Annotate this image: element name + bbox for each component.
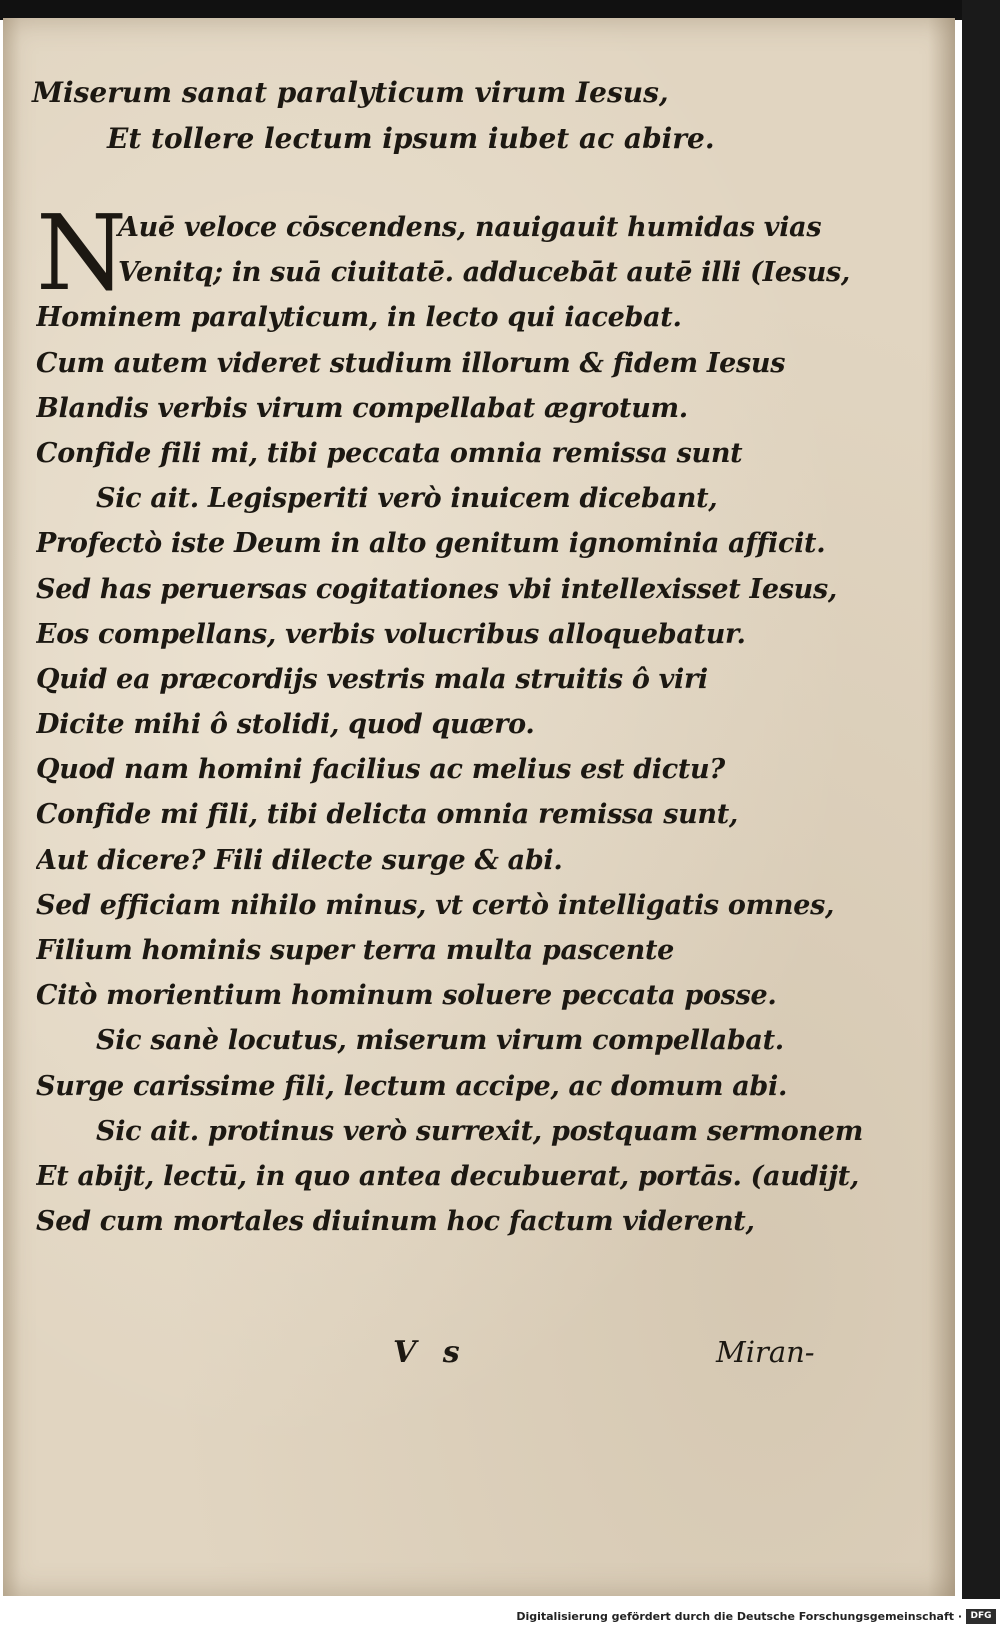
verse-line: Et abijt, lectū, in quo antea decubuerat, portās. (audijt,: [36, 1160, 859, 1192]
signature-mark: V s: [393, 1335, 468, 1370]
heading-line-1: Miserum sanat paralyticum virum Iesus,: [32, 76, 669, 109]
page-heading: [32, 70, 912, 162]
verse-line: Surge carissime fili, lectum accipe, ac domum abi.: [36, 1070, 788, 1102]
heading-line-2: Et tollere lectum ipsum iubet ac abire.: [107, 122, 715, 155]
verse-line: Confide mi fili, tibi delicta omnia remissa sunt,: [36, 799, 739, 831]
verse-line: Sed cum mortales diuinum hoc factum viderent,: [36, 1206, 755, 1238]
verse-line: Venitq; in suā ciuitatē. adducebāt autē illi (Iesus,: [118, 257, 851, 289]
scan-top-edge: [0, 0, 1000, 20]
verse-line: Citò morientium hominum soluere peccata posse.: [36, 980, 777, 1012]
verse-line: Auē veloce cōscendens, nauigauit humidas vias: [118, 212, 822, 243]
verse-line: Eos compellans, verbis volucribus alloquebatur.: [36, 618, 746, 650]
footer-bar: [0, 1599, 1000, 1629]
verse-line: Cum autem videret studium illorum & fidem Iesus: [36, 347, 786, 379]
verse-line: Blandis verbis virum compellabat ægrotum.: [36, 392, 688, 424]
poem-body: [36, 192, 916, 1244]
verse-line: Sic sanè locutus, miserum virum compellabat.: [96, 1025, 784, 1057]
verse-line: Filium hominis super terra multa pascente: [36, 935, 674, 966]
verse-line: Sed efficiam nihilo minus, vt certò intelligatis omnes,: [36, 889, 835, 921]
catchword: Miran-: [716, 1335, 815, 1369]
drop-cap-initial: N: [36, 192, 127, 314]
funding-credit: Digitalisierung gefördert durch die Deutsche Forschungsgemeinschaft ·: [516, 1610, 962, 1623]
verse-line: Dicite mihi ô stolidi, quod quæro.: [36, 709, 535, 741]
scan-right-edge: [962, 0, 1000, 1600]
verse-line: Aut dicere? Fili dilecte surge & abi.: [36, 844, 563, 876]
verse-line: Profectò iste Deum in alto genitum ignominia afficit.: [36, 528, 826, 560]
verse-line: Hominem paralyticum, in lecto qui iacebat.: [36, 302, 682, 334]
verse-line: Confide fili mi, tibi peccata omnia remissa sunt: [36, 437, 743, 469]
verse-line: Quid ea præcordijs vestris mala struitis ô viri: [36, 663, 708, 695]
verse-line: Sed has peruersas cogitationes vbi intellexisset Iesus,: [36, 573, 837, 605]
verse-line: Sic ait. Legisperiti verò inuicem dicebant,: [96, 483, 718, 515]
verse-line: Quod nam homini facilius ac melius est dictu?: [36, 754, 725, 786]
verse-line: Sic ait. protinus verò surrexit, postquam sermonem: [96, 1115, 863, 1147]
dfg-logo-icon: DFG: [966, 1609, 996, 1624]
